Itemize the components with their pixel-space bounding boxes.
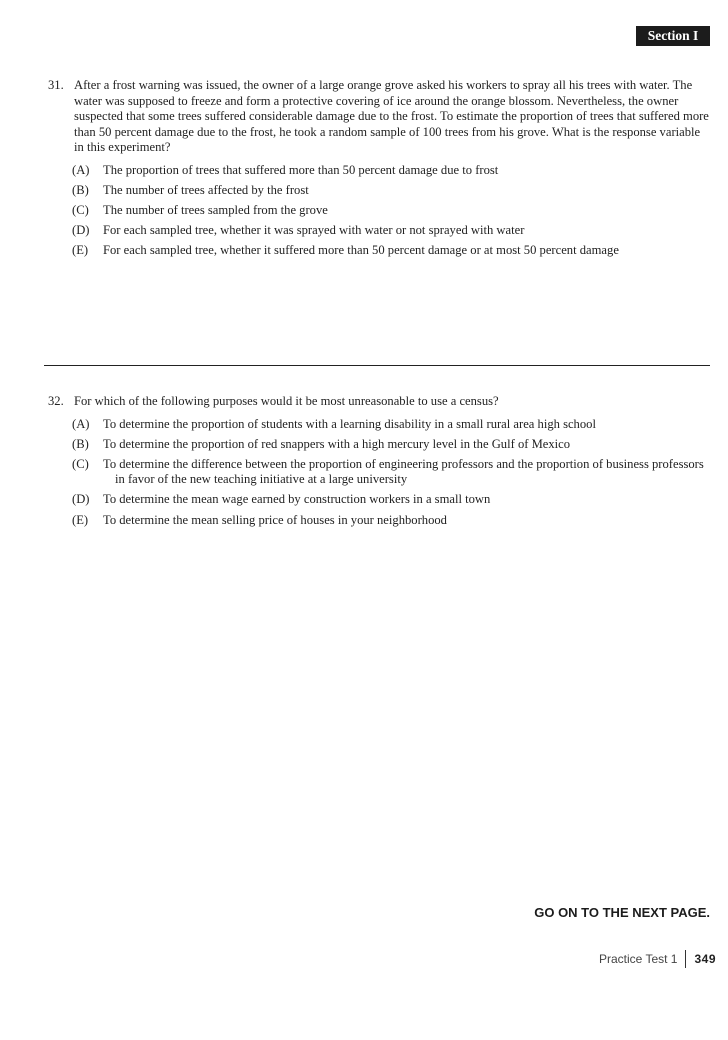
choice-d bbox=[48, 223, 710, 239]
choice-text: For each sampled tree, whether it was sprayed with water or not sprayed with water bbox=[103, 223, 525, 238]
question-number: 31. bbox=[48, 78, 64, 92]
choice-b bbox=[48, 183, 710, 199]
choice-e bbox=[48, 513, 710, 529]
choice-letter: (C) bbox=[72, 456, 89, 471]
choice-letter: (B) bbox=[72, 436, 89, 451]
choice-text: The proportion of trees that suffered more than 50 percent damage due to frost bbox=[103, 162, 499, 177]
question-32 bbox=[48, 394, 710, 533]
choice-text: To determine the proportion of red snappers with a high mercury level in the Gulf of Mexico bbox=[103, 436, 571, 451]
question-text: For which of the following purposes would it be most unreasonable to use a census? bbox=[74, 394, 499, 408]
choice-letter: (A) bbox=[72, 416, 90, 431]
choice-text: The number of trees affected by the frost bbox=[103, 183, 309, 198]
choice-letter: (A) bbox=[72, 162, 90, 177]
choice-a bbox=[48, 163, 710, 179]
go-on-notice: GO ON TO THE NEXT PAGE. bbox=[534, 905, 710, 920]
page-footer bbox=[599, 950, 716, 968]
choice-letter: (D) bbox=[72, 223, 90, 238]
choice-letter: (C) bbox=[72, 203, 89, 218]
choice-a bbox=[48, 417, 710, 433]
choice-letter: (D) bbox=[72, 492, 90, 507]
choice-letter: (E) bbox=[72, 243, 89, 258]
choice-e bbox=[48, 243, 710, 259]
question-text: After a frost warning was issued, the owner of a large orange grove asked his workers to spray all his trees with water. The water was supposed to freeze and form a protective covering of ice around the orange blossom. Nevertheless, the owner suspected that some trees suffered considerable damage due to the frost. To estimate the proportion of trees that suffered more than 50 percent damage due to the frost, he took a random sample of 100 trees from his grove. What is the response variable in this experiment? bbox=[74, 78, 709, 155]
choice-text: For each sampled tree, whether it suffered more than 50 percent damage or at most 50 percent damage bbox=[103, 243, 619, 258]
choice-letter: (B) bbox=[72, 183, 89, 198]
question-divider bbox=[44, 365, 710, 366]
choice-text: The number of trees sampled from the grove bbox=[103, 203, 328, 218]
question-number: 32. bbox=[48, 394, 64, 408]
footer-separator bbox=[685, 950, 686, 968]
choice-d bbox=[48, 492, 710, 508]
answer-choices bbox=[48, 163, 710, 259]
choice-c bbox=[48, 203, 710, 219]
choice-letter: (E) bbox=[72, 512, 89, 527]
choice-text: To determine the difference between the proportion of engineering professors and the proportion of business professors in favor of the new teaching initiative at a large university bbox=[103, 456, 704, 487]
page-number: 349 bbox=[694, 952, 716, 966]
book-label: Practice Test 1 bbox=[598, 952, 678, 966]
question-stem bbox=[48, 394, 710, 410]
choice-text: To determine the mean selling price of houses in your neighborhood bbox=[103, 512, 447, 527]
answer-choices bbox=[48, 417, 710, 529]
choice-b bbox=[48, 437, 710, 453]
question-31 bbox=[48, 78, 710, 263]
choice-text: To determine the mean wage earned by construction workers in a small town bbox=[103, 492, 491, 507]
choice-text: To determine the proportion of students with a learning disability in a small rural area high school bbox=[103, 416, 596, 431]
section-badge: Section I bbox=[636, 26, 710, 46]
question-stem bbox=[48, 78, 710, 156]
choice-c bbox=[48, 457, 710, 488]
